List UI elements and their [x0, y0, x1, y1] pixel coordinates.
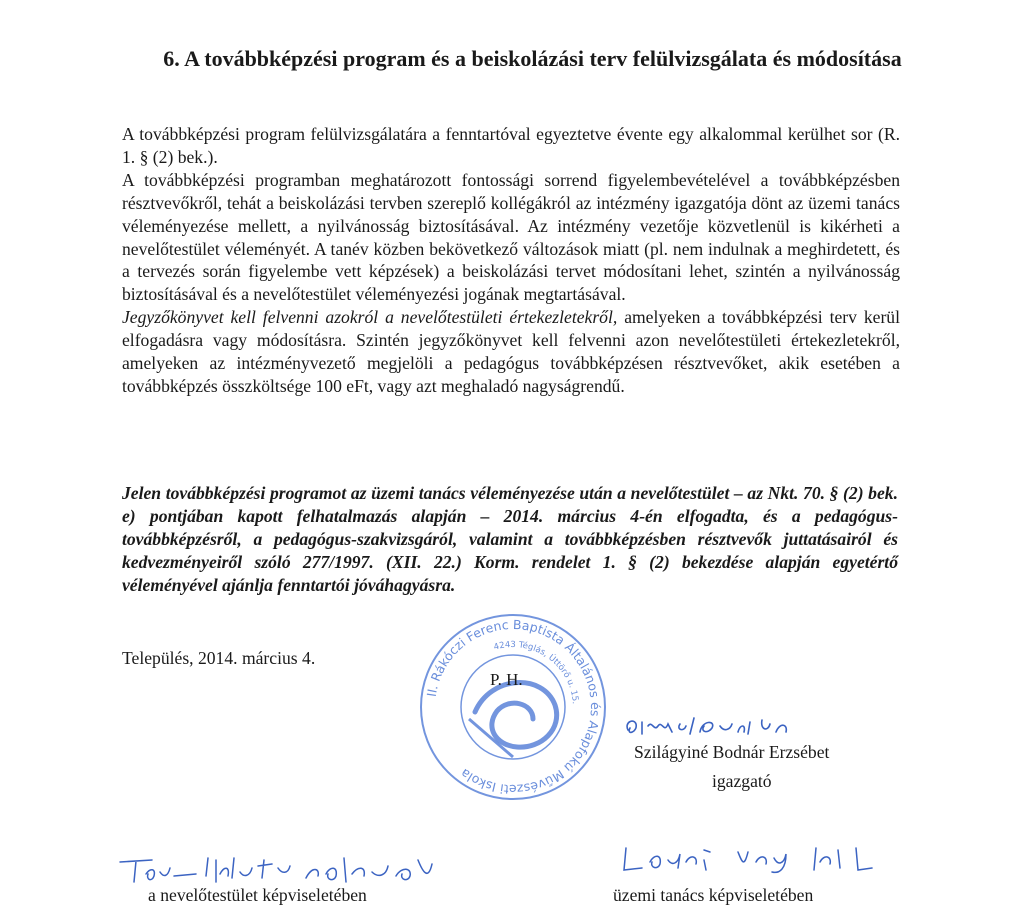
- works-council-signature: [620, 840, 890, 876]
- works-council-representative-label: üzemi tanács képviseletében: [613, 885, 814, 905]
- signer-name: Szilágyiné Bodnár Erzsébet: [634, 742, 830, 762]
- section-title: 6. A továbbképzési program és a beiskolázási terv felülvizsgálata és módosítása: [163, 46, 902, 71]
- stamp-inner-text: 4243 Téglás, Úttörő u. 15.: [492, 639, 580, 705]
- stamp-emblem-icon: [475, 683, 557, 748]
- paragraph-minutes: [122, 306, 900, 398]
- stamp-outer-text: II. Rákóczi Ferenc Baptista Általános és Alapfokú Művészeti Iskola: [423, 616, 604, 798]
- stamp-ph-label: P. H.: [490, 670, 523, 689]
- paragraph-review-frequency: A továbbképzési program felülvizsgálatára a fenntartóval egyeztetve évente egy alkalommal kerülhet sor (R. 1. § (2) bek.).: [122, 124, 900, 167]
- body-text: [122, 123, 900, 398]
- staff-representative-signature: [112, 852, 462, 886]
- director-signature: [620, 710, 820, 740]
- signer-role: igazgató: [712, 771, 772, 791]
- place-date: Település, 2014. március 4.: [122, 648, 316, 668]
- official-stamp: [413, 607, 613, 807]
- staff-representative-label: a nevelőtestület képviseletében: [148, 885, 367, 905]
- minutes-rest: amelyeken a továbbképzési terv kerül elfogadásra vagy módosításra. Szintén jegyzőkönyvet kell felvenni azon nevelőtestületi értekezletekről, amelyeken az intézményvezető megjelöli a pedagógus továbbképzésen résztvevőket, akik esetében a továbbképzés összköltsége 100 eFt, vagy azt meghaladó nagyságrendű.: [122, 307, 900, 396]
- minutes-italic-phrase: Jegyzőkönyvet kell felvenni azokról a nevelőtestületi értekezletekről,: [122, 307, 618, 328]
- resolution-statement: Jelen továbbképzési programot az üzemi tanács véleményezése után a nevelőtestület – az Nkt. 70. § (2) bek. e) pontjában kapott felhatalmazás alapján – 2014. március 4-én elfogadta, és a pedagógus-továbbképzésről, a pedagógus-szakvizsgáról, valamint a továbbképzésben résztvevők juttatásairól és kedvezményeiről szóló 277/1997. (XII. 22.) Korm. rendelet 1. § (2) bekezdése alapján egyetértő véleményével ajánlja fenntartói jóváhagyásra.: [122, 483, 898, 595]
- paragraph-selection-process: A továbbképzési programban meghatározott fontossági sorrend figyelembevételével a továbbképzésben résztvevőkről, tehát a beiskolázási tervben szereplő kollégákról az intézmény igazgatója dönt az üzemi tanács véleményezése mellett, a nyilvánosság biztosításával. Az intézmény vezetője közvetlenül is kikérheti a nevelőtestület véleményét. A tanév közben bekövetkező változások miatt (pl. nem indulnak a meghirdetett, és a tervezés során figyelembe vett képzések) a beiskolázási tervet módosítani lehet, szintén a nyilvánosság biztosításával és a nevelőtestület véleményezési jogának megtartásával.: [122, 169, 900, 305]
